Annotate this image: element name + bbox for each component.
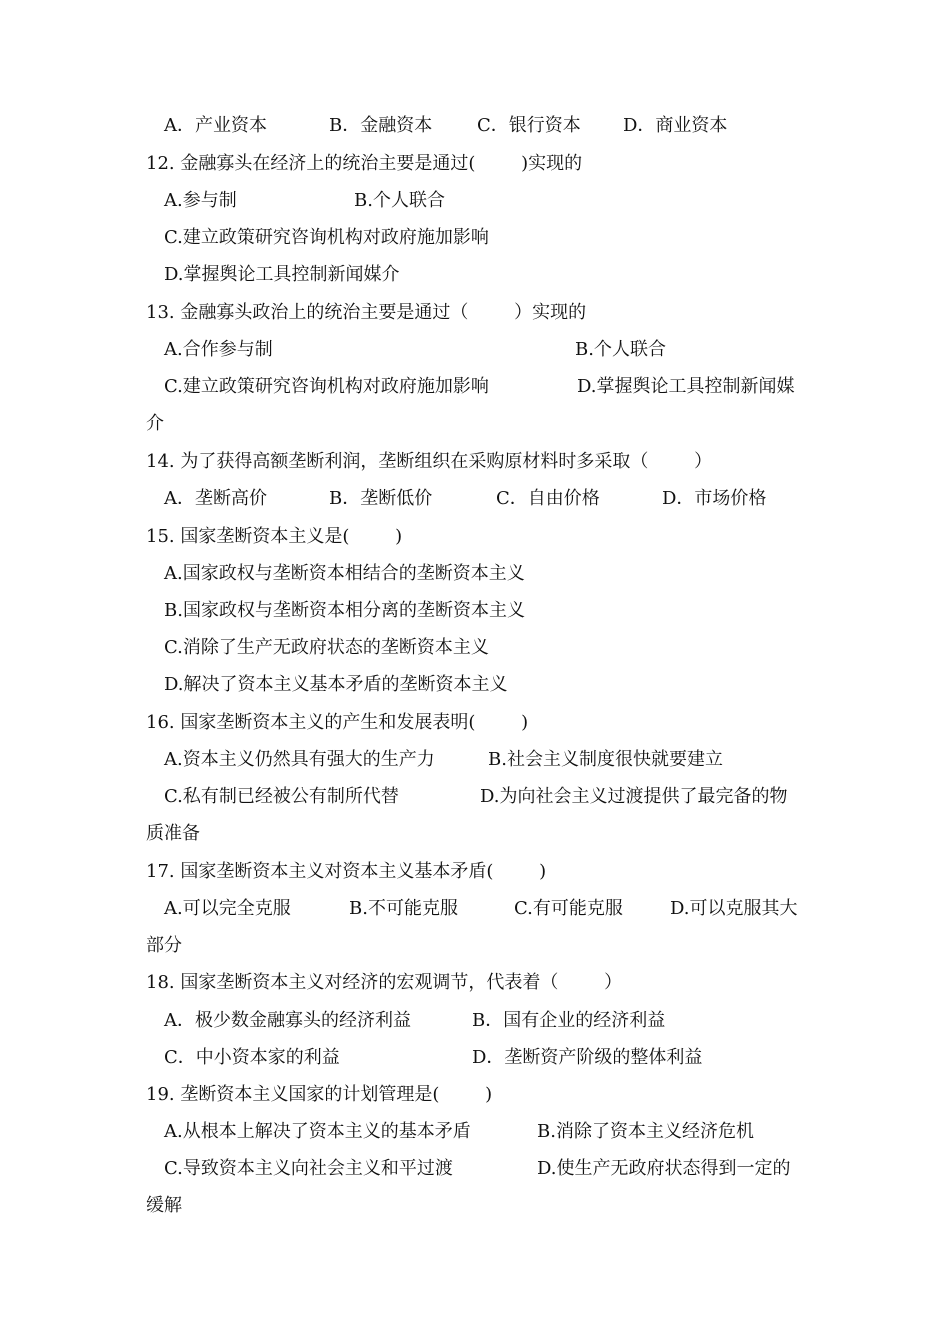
q17-option-d: D.可以克服其大	[670, 898, 798, 919]
q18-stem: 18. 国家垄断资本主义对经济的宏观调节，代表着（ ）	[146, 972, 623, 993]
q18-options-row1	[164, 1007, 834, 1035]
q16-options-row2	[164, 783, 834, 811]
q15-option-d: D.解决了资本主义基本矛盾的垄断资本主义	[164, 674, 508, 695]
q13-option-d-wrap: 介	[146, 413, 164, 434]
q17-option-a: A.可以完全克服	[164, 898, 291, 919]
q14-stem: 14. 为了获得高额垄断利润，垄断组织在采购原材料时多采取（ ）	[146, 451, 713, 472]
q13-stem: 13. 金融寡头政治上的统治主要是通过（ ）实现的	[146, 302, 587, 323]
q14-option-d: D．市场价格	[662, 488, 767, 509]
q19-option-b: B.消除了资本主义经济危机	[537, 1121, 754, 1142]
q12-option-b: B.个人联合	[354, 190, 445, 211]
q19-options-row2	[164, 1155, 834, 1183]
q18-option-d: D．垄断资产阶级的整体利益	[472, 1047, 703, 1068]
q13-options-row2	[164, 373, 834, 401]
q17-option-c: C.有可能克服	[514, 898, 623, 919]
q16-stem: 16. 国家垄断资本主义的产生和发展表明( )	[146, 712, 529, 733]
q11-option-d: D．商业资本	[623, 115, 728, 136]
q11-option-a: A．产业资本	[164, 115, 267, 136]
q18-option-c: C．中小资本家的利益	[164, 1047, 340, 1068]
q12-option-d: D.掌握舆论工具控制新闻媒介	[164, 264, 400, 285]
q17-option-d-wrap: 部分	[146, 935, 182, 956]
q16-option-d: D.为向社会主义过渡提供了最完备的物	[480, 786, 788, 807]
q12-option-a: A.参与制	[164, 190, 237, 211]
q19-option-a: A.从根本上解决了资本主义的基本矛盾	[164, 1121, 471, 1142]
q14-options	[164, 485, 834, 513]
q15-option-c: C.消除了生产无政府状态的垄断资本主义	[164, 637, 489, 658]
q19-option-d: D.使生产无政府状态得到一定的	[537, 1158, 791, 1179]
q16-options-row1	[164, 746, 834, 774]
q13-option-a: A.合作参与制	[164, 339, 273, 360]
q16-option-c: C.私有制已经被公有制所代替	[164, 786, 399, 807]
q16-option-b: B.社会主义制度很快就要建立	[488, 749, 723, 770]
q13-option-b: B.个人联合	[575, 339, 666, 360]
q19-stem: 19. 垄断资本主义国家的计划管理是( )	[146, 1084, 493, 1105]
q15-option-a: A.国家政权与垄断资本相结合的垄断资本主义	[164, 563, 525, 584]
q16-option-a: A.资本主义仍然具有强大的生产力	[164, 749, 435, 770]
q11-option-c: C．银行资本	[477, 115, 581, 136]
q13-option-c: C.建立政策研究咨询机构对政府施加影响	[164, 376, 489, 397]
q19-option-d-wrap: 缓解	[146, 1195, 182, 1216]
q11-option-b: B．金融资本	[329, 115, 433, 136]
q17-options	[164, 895, 834, 923]
q14-option-c: C．自由价格	[496, 488, 600, 509]
q11-options	[164, 112, 834, 140]
q19-options-row1	[164, 1118, 834, 1146]
q13-option-d: D.掌握舆论工具控制新闻媒	[577, 376, 795, 397]
q17-option-b: B.不可能克服	[349, 898, 458, 919]
q16-option-d-wrap: 质准备	[146, 823, 200, 844]
q15-option-b: B.国家政权与垄断资本相分离的垄断资本主义	[164, 600, 525, 621]
q18-options-row2	[164, 1044, 834, 1072]
q19-option-c: C.导致资本主义向社会主义和平过渡	[164, 1158, 453, 1179]
q12-option-c: C.建立政策研究咨询机构对政府施加影响	[164, 227, 489, 248]
q12-stem: 12. 金融寡头在经济上的统治主要是通过( )实现的	[146, 153, 583, 174]
q15-stem: 15. 国家垄断资本主义是( )	[146, 526, 403, 547]
q18-option-a: A．极少数金融寡头的经济利益	[164, 1010, 411, 1031]
q13-options-row1	[164, 336, 834, 364]
q18-option-b: B．国有企业的经济利益	[472, 1010, 666, 1031]
q17-stem: 17. 国家垄断资本主义对资本主义基本矛盾( )	[146, 861, 547, 882]
q12-options-row1	[164, 187, 834, 215]
q14-option-b: B．垄断低价	[329, 488, 433, 509]
q14-option-a: A．垄断高价	[164, 488, 267, 509]
